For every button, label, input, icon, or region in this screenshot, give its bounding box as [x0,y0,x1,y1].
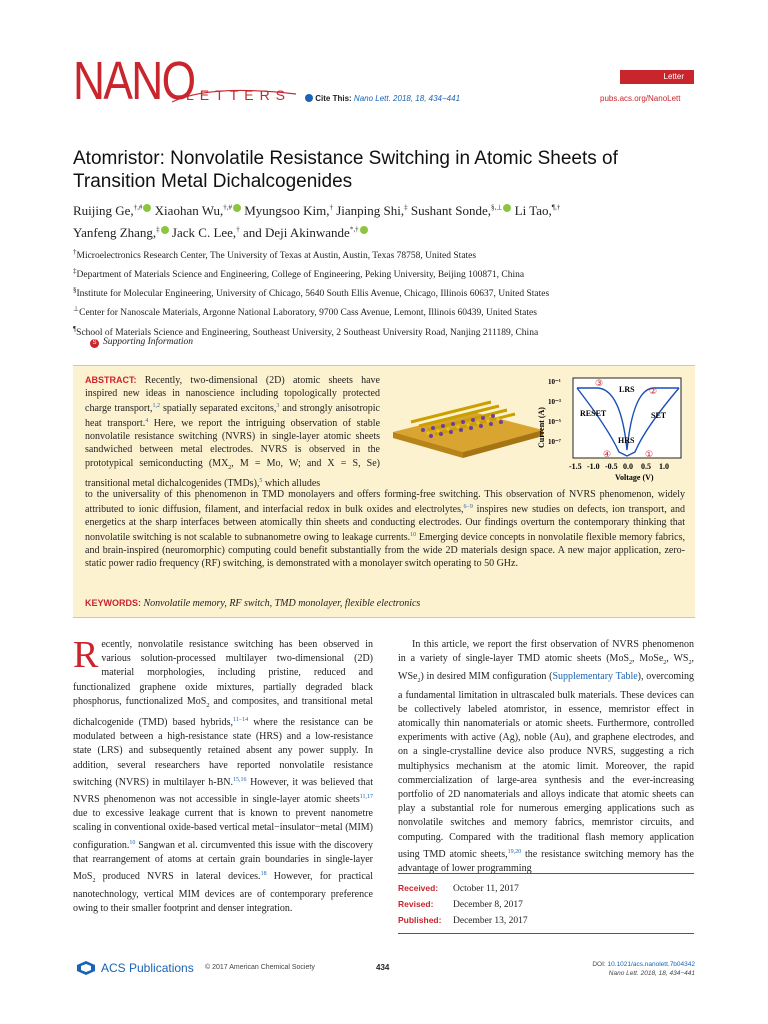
citation-link[interactable]: 15,16 [233,776,247,783]
x-tick-label: -1.0 [587,462,600,471]
x-tick-label: -1.5 [569,462,582,471]
iv-plot [537,378,681,482]
affiliation: §Institute for Molecular Engineering, University of Chicago, 5640 South Ellis Avenue, Chicago, Illinois 60637, United States [73,286,550,300]
x-tick-label: 1.0 [659,462,669,471]
affiliation: ¶School of Materials Science and Engineering, Southeast University, 2 Southeast University Road, Nanjing 211189, China [73,324,539,338]
page-number: 434 [376,963,390,972]
author[interactable]: Sushant Sonde,§,⊥ [411,203,512,218]
copyright-notice: © 2017 American Chemical Society [205,964,315,971]
abstract-text-top: ABSTRACT: Recently, two-dimensional (2D) atomic sheets have inspired new ideas in nanoscience including topologically protected charge transport,$^{1,2}$ spatially separated excitons,$^3$ and strongly anisotropic heat transport.$^4$ Here, we report the intriguing observation of stable nonvolatile resistance switching (NVRS) in single-layer atomic sheets sandwiched between metal electrodes. NVRS is observed in the prototypical semiconducting ($MX_2$, M = Mo, W; and X = S, Se) transitional metal dichalcogenides (TMDs),$^5$ which alludes [85,375,381,489]
drop-cap: R [73,634,99,676]
set-label: SET [651,411,667,420]
x-tick-label: 0.5 [641,462,651,471]
citation-link[interactable]: 10 [129,839,136,846]
y-tick-label: 10⁻¹ [548,378,561,386]
acs-hexagon-icon [75,960,97,976]
author[interactable]: Yanfeng Zhang,‡ [73,225,169,240]
cite-this[interactable] [305,94,460,103]
keywords-text: Nonvolatile memory, RF switch, TMD monolayer, flexible electronics [143,598,421,609]
device-illustration [393,402,543,458]
step-2-marker: ② [649,387,658,397]
x-axis-label: Voltage (V) [615,473,654,482]
affiliations [73,245,713,341]
x-tick-label: -0.5 [605,462,618,471]
citation-link[interactable]: 1,2 [152,403,160,410]
supporting-info-icon: S [90,339,99,348]
citation-link[interactable]: 19,20 [507,848,522,855]
doi-block: DOI: 10.1021/acs.nanolett.7b04342 Nano Lett. 2018, 18, 434−441 [540,960,695,978]
author[interactable]: Ruijing Ge,†,# [73,203,151,218]
orcid-icon[interactable] [233,204,241,212]
page-footer [0,955,768,995]
citation-link[interactable]: 6−9 [463,504,473,511]
y-tick-label: 10⁻⁷ [548,438,561,446]
citation-link[interactable]: 11−14 [232,717,249,724]
author[interactable]: Jianping Shi,‡ [336,203,408,219]
author[interactable]: Jack C. Lee,† [171,224,240,240]
orcid-icon[interactable] [143,204,151,212]
article-title: Atomristor: Nonvolatile Resistance Switching in Atomic Sheets of Transition Metal Dichalcogenides [73,148,618,192]
orcid-icon[interactable] [161,226,169,234]
cite-ref[interactable]: Nano Lett. 2018, 18, 434−441 [353,94,461,103]
reset-label: RESET [580,409,607,418]
toc-graphic [383,372,688,484]
citation-link[interactable]: 18 [260,871,267,878]
acs-publications-logo[interactable]: ACS Publications [75,960,194,976]
y-axis-label: Current (A) [537,407,546,448]
affiliation: ‡Department of Materials Science and Engineering, College of Engineering, Peking University, Beijing 100871, China [73,267,525,281]
author[interactable]: Myungsoo Kim,† [244,203,333,219]
abstract-text-bottom: to the universality of this phenomenon in TMD monolayers and offers forming-free switching. This observation of NVRS phenomenon, widely attributed to ionic diffusion, filament, and interfacial redox in bulk oxides and electrolytes,$^{6-9}$ inspires new studies on defects, ion transport, and energetics at the sharp interfaces between atomically thin sheets and conducting electrodes. Our findings overturn the contemporary thinking that nonvolatile switching is not scalable to subnanometre owing to leakage currents.$^{10}$ Emerging device concepts in nonvolatile flexible memory fabrics, and brain-inspired (neuromorphic) computing could benefit substantially from the wide 2D materials design space. A new major application, zero-static power radio frequency (RF) switching, is demonstrated with a monolayer switch operating to 50 GHz. [85,489,685,570]
abstract-box [73,365,695,618]
body-column-right: In this article, we report the first observation of NVRS phenomenon in a variety of single-layer TMD atomic sheets (MoS$_2$, MoSe$_2$, $WS_2$, WSe$_2$) in desired MIM configuration (Supplementary Table), overcoming a fundamental limitation in ultrascaled bulk materials. These devices can be collectively labeled atomristor, in essence, memristor effect in atomically thin nanomaterials or atomic sheets. Furthermore, controlled experiments with active (Ag), noble (Au), and graphene electrodes, and on a single-crystalline device also produce NVRS, suggesting a rich multiphysics mechanism at the atomic limit. Moreover, the rapid commercialization of large-area synthesis and the ever-increasing portfolio of 2D nanomaterials and alloys indicate that atomic sheets can play a substantial role for numerous emerging applications such as nonvolatile switches and memory fabrics, memristor circuits, and computing. Compared with the traditional flash memory application using TMD atomic sheets,$^{19,20}$ the resistance switching memory has the advantage of lower programming [398,639,694,875]
step-4-marker: ④ [603,450,612,460]
date-revised: Revised: December 8, 2017 [398,899,523,910]
hrs-label: HRS [618,436,635,445]
author[interactable]: and Deji Akinwande*,† [243,225,368,240]
publication-dates [398,873,694,934]
y-tick-label: 10⁻⁵ [548,418,561,426]
doi-link[interactable]: 10.1021/acs.nanolett.7b04342 [607,961,695,968]
cite-icon [305,94,313,102]
toc-figure-svg [383,372,688,484]
affiliation: ⊥Center for Nanoscale Materials, Argonne National Laboratory, 9700 Cass Avenue, Lemont, Illinois 60439, United States [73,305,537,319]
article-type-badge: Letter [620,70,694,84]
y-tick-label: 10⁻³ [548,398,561,406]
step-1-marker: ① [645,450,654,460]
author[interactable]: Li Tao,¶,† [514,203,561,219]
citation-link[interactable]: 10 [410,532,417,539]
journal-logo: NANO [73,51,195,111]
supplementary-table-link[interactable]: Supplementary Table [552,671,638,683]
citation-link[interactable]: 3 [276,403,280,410]
step-3-marker: ③ [595,379,604,389]
orcid-icon[interactable] [360,226,368,234]
lrs-label: LRS [619,385,635,394]
keywords-label: KEYWORDS: [85,598,141,608]
citation-link[interactable]: 4 [145,418,149,425]
supporting-info-link[interactable]: S Supporting Information [90,337,193,348]
abstract-label: ABSTRACT: [85,375,137,385]
author[interactable]: Xiaohan Wu,†,# [155,203,241,218]
orcid-icon[interactable] [503,204,511,212]
body-column-left: Recently, nonvolatile resistance switching has been observed in various solution-processed multilayer two-dimensional (2D) material morphologies, including pristine, reduced and functionalized graphene oxide mixtures, partially degraded black phosphorus, functionalized MoS$_2$ and composites, and transitional metal dichalcogenide (TMD) based hybrids,$^{11-14}$ where the resistance can be modulated between a high-resistance state (HRS) and a low-resistance state (LRS) and subsequently retained absent any power supply. In addition, several researchers have reported nonvolatile resistance switching (NVRS) in multilayer h-BN.$^{15,16}$ However, it was believed that NVRS phenomenon was not accessible in single-layer atomic sheets$^{11,17}$ due to excessive leakage current that is known to prevent nanometre scaling in conventional oxide-based vertical metal−insulator−metal (MIM) configuration.$^{10}$ Sangwan et al. circumvented this issue with the discovery that rearrangement of atoms at certain grain boundaries in single-layer MoS$_2$ produced NVRS in lateral devices.$^{18}$ However, for practical nanotechnology, vertical MIM devices are of contemporary preference owing to their smaller footprint and denser integration. [73,634,373,915]
journal-header [0,40,768,120]
date-published: Published: December 13, 2017 [398,915,528,926]
x-tick-label: 0.0 [623,462,633,471]
footer-citation: Nano Lett. 2018, 18, 434−441 [608,970,695,977]
journal-url-link[interactable]: pubs.acs.org/NanoLett [600,94,681,103]
keywords [85,598,685,609]
citation-link[interactable]: 11,17 [359,794,373,801]
author-list [73,199,713,242]
affiliation: †Microelectronics Research Center, The University of Texas at Austin, Austin, Texas 78758, United States [73,248,477,262]
journal-logo-sub: LETTERS [186,87,292,103]
citation-link[interactable]: 5 [259,477,263,484]
date-received: Received: October 11, 2017 [398,883,519,894]
cite-label: Cite This: [315,94,352,103]
